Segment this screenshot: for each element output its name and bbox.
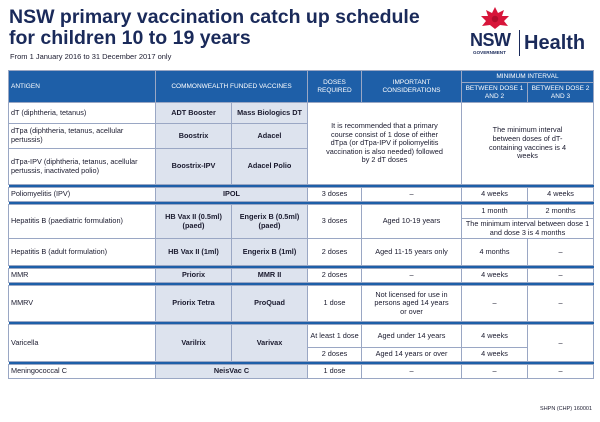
doses-cell: 1 dose (308, 365, 362, 379)
header-doses: DOSES REQUIRED (308, 71, 362, 103)
considerations-cell: Not licensed for use in persons aged 14 years or over (362, 286, 462, 322)
considerations-cell: – (362, 365, 462, 379)
antigen-cell: dTpa (diphtheria, tetanus, acellular pertussis) (9, 124, 156, 149)
logo-nsw-text: NSW (470, 30, 511, 50)
antigen-cell: Hepatitis B (paediatric formulation) (9, 205, 156, 239)
interval-2-cell: – (528, 286, 594, 322)
header-antigen: ANTIGEN (9, 71, 156, 103)
doses-cell: 1 dose (308, 286, 362, 322)
antigen-cell: dT (diphtheria, tetanus) (9, 103, 156, 124)
antigen-cell: MMR (9, 269, 156, 283)
interval-1-cell: – (462, 365, 528, 379)
dt-group-interval: The minimum interval between doses of dT-containing vaccines is 4 weeks (462, 103, 594, 185)
vaccine-cell: HB Vax II (1ml) (156, 239, 232, 266)
antigen-cell: MMRV (9, 286, 156, 322)
doses-cell: 3 doses (308, 205, 362, 239)
interval-1-cell: 4 weeks (462, 188, 528, 202)
interval-2-cell: – (528, 239, 594, 266)
considerations-cell: Aged 14 years or over (362, 348, 462, 362)
interval-2-cell: 2 months (528, 205, 594, 219)
logo-health-text: Health (524, 32, 586, 54)
logo-government-text: GOVERNMENT (473, 50, 506, 55)
interval-2-cell: – (528, 365, 594, 379)
vaccine-cell: Engerix B (1ml) (232, 239, 308, 266)
interval-1-cell: 4 weeks (462, 348, 528, 362)
considerations-cell: Aged under 14 years (362, 325, 462, 348)
table-row (9, 239, 594, 266)
interval-1-cell: 4 weeks (462, 325, 528, 348)
table-row (9, 325, 594, 348)
subtitle: From 1 January 2016 to 31 December 2017 only (10, 52, 172, 61)
considerations-cell: – (362, 188, 462, 202)
vaccine-cell: Boostrix-IPV (156, 149, 232, 185)
considerations-cell: – (362, 269, 462, 283)
antigen-cell: dTpa-IPV (diphtheria, tetanus, acellular pertussis, inactivated polio) (9, 149, 156, 185)
header-considerations: IMPORTANT CONSIDERATIONS (362, 71, 462, 103)
vaccine-cell: ADT Booster (156, 103, 232, 124)
table-row (9, 103, 594, 124)
schedule-table (8, 70, 594, 379)
vaccine-cell: Boostrix (156, 124, 232, 149)
interval-2-cell: 4 weeks (528, 188, 594, 202)
vaccine-cell: Engerix B (0.5ml) (paed) (232, 205, 308, 239)
table-row (9, 365, 594, 379)
vaccine-cell: MMR II (232, 269, 308, 283)
nsw-health-logo (470, 6, 596, 66)
antigen-cell: Varicella (9, 325, 156, 362)
header-vaccines: COMMONWEALTH FUNDED VACCINES (156, 71, 308, 103)
header-between-2-3: BETWEEN DOSE 2 AND 3 (528, 83, 594, 103)
vaccine-cell: Priorix (156, 269, 232, 283)
vaccine-cell: Mass Biologics DT (232, 103, 308, 124)
doses-cell: At least 1 dose (308, 325, 362, 348)
vaccine-cell: Varivax (232, 325, 308, 362)
header-between-1-2: BETWEEN DOSE 1 AND 2 (462, 83, 528, 103)
table-row (9, 269, 594, 283)
interval-1-cell: – (462, 286, 528, 322)
interval-2-cell: – (528, 325, 594, 362)
vaccine-cell: Adacel (232, 124, 308, 149)
interval-1-cell: 4 months (462, 239, 528, 266)
title-line-2: for children 10 to 19 years (9, 27, 251, 49)
vaccine-cell: HB Vax II (0.5ml) (paed) (156, 205, 232, 239)
table-row (9, 188, 594, 202)
doses-cell: 2 doses (308, 239, 362, 266)
antigen-cell: Meningococcal C (9, 365, 156, 379)
table-row (9, 286, 594, 322)
doses-cell: 2 doses (308, 269, 362, 283)
antigen-cell: Hepatitis B (adult formulation) (9, 239, 156, 266)
header-min-interval: MINIMUM INTERVAL (462, 71, 594, 83)
considerations-cell: Aged 10-19 years (362, 205, 462, 239)
doses-cell: 2 doses (308, 348, 362, 362)
waratah-icon (478, 6, 512, 30)
footer-code: SHPN (CHP) 160001 (540, 406, 592, 412)
doses-cell: 3 doses (308, 188, 362, 202)
logo-divider (519, 30, 520, 56)
title-line-1: NSW primary vaccination catch up schedule (9, 6, 420, 28)
vaccine-cell: ProQuad (232, 286, 308, 322)
vaccine-cell: Priorix Tetra (156, 286, 232, 322)
dt-group-note: It is recommended that a primary course consist of 1 dose of either dTpa (or dTpa-IPV if poliomyelitis vaccination is also needed) followed by 2 dT doses (308, 103, 462, 185)
page-title (9, 7, 420, 49)
interval-1-cell: 1 month (462, 205, 528, 219)
antigen-cell: Poliomyelitis (IPV) (9, 188, 156, 202)
vaccine-cell: Adacel Polio (232, 149, 308, 185)
vaccine-cell: IPOL (156, 188, 308, 202)
interval-1-cell: 4 weeks (462, 269, 528, 283)
vaccine-cell: NeisVac C (156, 365, 308, 379)
interval-note-cell: The minimum interval between dose 1 and dose 3 is 4 months (462, 219, 594, 239)
interval-2-cell: – (528, 269, 594, 283)
table-row (9, 205, 594, 219)
considerations-cell: Aged 11-15 years only (362, 239, 462, 266)
vaccine-cell: Varilrix (156, 325, 232, 362)
